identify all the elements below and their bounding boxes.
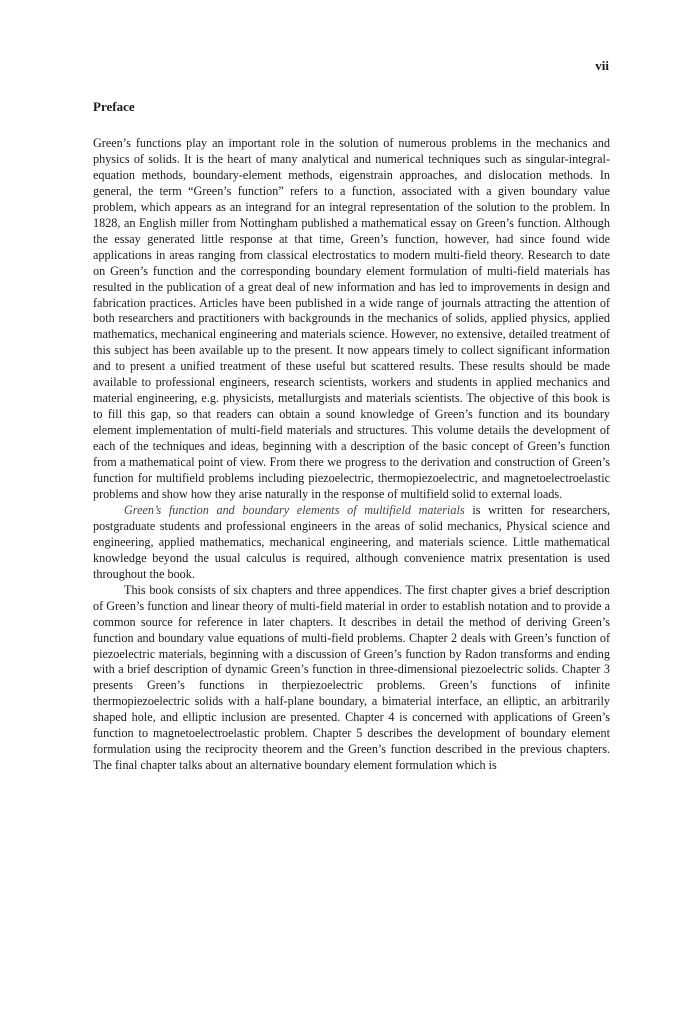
page-title: Preface xyxy=(93,99,135,114)
page-number: vii xyxy=(595,58,609,73)
paragraph-2-text: is written for researchers, postgraduate students and professional engineers in the areas of solid mechanics, Physical science and engineering, applied mathematics, mechanical engineering, and materials science. Little mathematical knowledge beyond the usual calculus is required, although convenience matrix presentation is used throughout the book. xyxy=(93,502,610,581)
paragraph-3: This book consists of six chapters and three appendices. The first chapter gives a brief description of Green’s function and linear theory of multi-field material in order to establish notation and to provide a common source for reference in later chapters. It describes in detail the method of deriving Green’s function and boundary value equations of multi-field problems. Chapter 2 deals with Green’s function of piezoelectric materials, beginning with a discussion of Green’s function by Radon transforms and ending with a brief description of dynamic Green’s function in three-dimensional piezoelectric solids. Chapter 3 presents Green’s functions in therpiezoelectric problems. Green’s functions of infinite thermopiezoelectric solids with a half-plane boundary, a bimaterial interface, an elliptic, an arbitrarily shaped hole, and elliptic inclusion are presented. Chapter 4 is concerned with applications of Green’s function to magnetoelectroelastic problem. Chapter 5 describes the development of boundary element formulation using the reciprocity theorem and the Green’s function described in the previous chapters. The final chapter talks about an alternative boundary element formulation which is xyxy=(93,582,610,773)
book-title-italic: Green’s function and boundary elements of multifield materials xyxy=(124,502,465,517)
paragraph-1: Green’s functions play an important role in the solution of numerous problems in the mechanics and physics of solids. It is the heart of many analytical and numerical techniques such as singular-integral-equation methods, boundary-element methods, eigenstrain approaches, and dislocation methods. In general, the term “Green’s function” refers to a function, associated with a given boundary value problem, which appears as an integrand for an integral representation of the solution to the problem. In 1828, an English miller from Nottingham published a mathematical essay on Green’s function. Although the essay generated little response at that time, Green’s function, however, had since found wide applications in areas ranging from classical electrostatics to modern multi-field theory. Research to date on Green’s function and the corresponding boundary element formulation of multi-field materials has resulted in the publication of a great deal of new information and has led to improvements in design and fabrication practices. Articles have been published in a wide range of journals attracting the attention of both researchers and practitioners with backgrounds in the mechanics of solids, applied physics, applied mathematics, mechanical engineering and materials science. However, no extensive, detailed treatment of this subject has been available up to the present. It now appears timely to collect significant information and to present a unified treatment of these useful but scattered results. These results should be made available to professional engineers, research scientists, workers and students in applied mechanics and material engineering, e.g. physicists, metallurgists and materials scientists. The objective of this book is to fill this gap, so that readers can obtain a sound knowledge of Green’s function and its boundary element implementation of multi-field materials and structures. This volume details the development of each of the techniques and ideas, beginning with a description of the basic concept of Green’s function from a mathematical point of view. From there we progress to the derivation and construction of Green’s function for multifield problems including piezoelectric, thermopiezoelectric, and magnetoelectroelastic problems and show how they arise naturally in the response of multifield solid to external loads. xyxy=(93,136,610,501)
paragraph-2 xyxy=(93,503,610,583)
preface-body xyxy=(93,136,610,774)
